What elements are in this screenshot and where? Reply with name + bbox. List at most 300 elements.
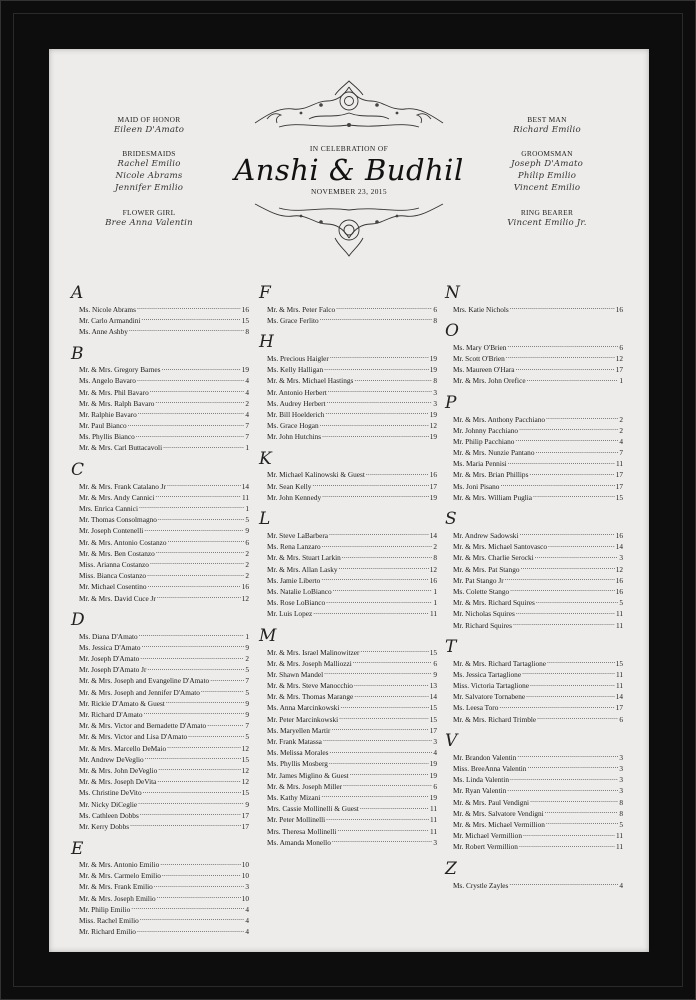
guest-entry — [267, 691, 437, 702]
guest-name: Ms. Colette Stango — [453, 586, 510, 596]
guest-entry — [267, 713, 437, 724]
guest-name: Ms. Angelo Bavaro — [79, 376, 136, 386]
guest-entry — [453, 841, 623, 852]
guest-entry — [453, 303, 623, 314]
dot-leader — [533, 491, 615, 500]
dot-leader — [354, 680, 429, 689]
guest-name: Ms. Jessica D'Amato — [79, 642, 141, 652]
table-number: 15 — [429, 714, 437, 724]
section-letter: S — [445, 509, 457, 530]
guest-name: Miss. Bianca Costanzo — [79, 571, 147, 581]
table-number: 15 — [241, 788, 249, 798]
guest-name: Mr. & Mrs. Frank Catalano Jr — [79, 481, 166, 491]
section-letter: E — [71, 838, 84, 859]
table-number: 12 — [241, 777, 249, 787]
section-letter: T — [445, 637, 457, 658]
guest-entry — [453, 691, 623, 702]
letter-group — [445, 509, 623, 630]
guest-name: Mrs. Cassie Mollinelli & Guest — [267, 804, 359, 814]
table-number: 6 — [619, 714, 623, 724]
dot-leader — [139, 502, 244, 511]
dot-leader — [546, 413, 618, 422]
table-number: 12 — [429, 421, 437, 431]
table-number: 5 — [619, 819, 623, 829]
guest-name: Mr. Michael Cosentino — [79, 582, 147, 592]
guest-entry — [79, 892, 249, 903]
wedding-party-left — [74, 107, 224, 229]
section-letter: N — [445, 283, 460, 303]
guest-name: Mr. & Mrs. Brian Phillips — [453, 470, 529, 480]
guest-name: Ms. Kathy Mizani — [267, 792, 321, 802]
table-number: 19 — [429, 353, 437, 363]
guest-name: Mr. & Mrs. Victor and Bernadette D'Amato — [79, 721, 207, 731]
guest-name: Mr. Sean Kelly — [267, 481, 312, 491]
guest-name: Mr. Philip Pacchiano — [453, 436, 515, 446]
guest-entry — [267, 552, 437, 563]
dot-leader — [328, 386, 433, 395]
dot-leader — [529, 469, 614, 478]
dot-leader — [519, 424, 618, 433]
dot-leader — [155, 397, 244, 406]
table-number: 16 — [615, 575, 623, 585]
guest-entry — [267, 469, 437, 480]
dot-leader — [510, 303, 615, 312]
guest-entry — [267, 668, 437, 679]
guest-entry — [79, 581, 249, 592]
guest-name: Ms. Anna Marcinkowski — [267, 703, 340, 713]
guest-entry — [453, 552, 623, 563]
guest-name: Ms. Grace Ferlito — [267, 315, 319, 325]
table-number: 5 — [619, 598, 623, 608]
dot-leader — [337, 825, 429, 834]
guest-name: Mrs. Katie Nichols — [453, 304, 509, 314]
couple-names: Anshi & Budhil — [234, 153, 464, 187]
guest-entry — [79, 314, 249, 325]
dot-leader — [354, 375, 432, 384]
table-number: 2 — [433, 542, 437, 552]
dot-leader — [536, 597, 618, 606]
guest-name: Mr. & Mrs. Nunzie Pantano — [453, 448, 535, 458]
dot-leader — [157, 592, 241, 601]
guest-name: Mr. Andrew DeVeglio — [79, 754, 144, 764]
table-number: 12 — [241, 765, 249, 775]
table-number: 4 — [245, 927, 249, 937]
guest-name: Ms. Phyllis Mosberg — [267, 759, 328, 769]
table-number: 11 — [429, 815, 437, 825]
table-number: 11 — [429, 804, 437, 814]
bottom-flourish-ornament — [249, 200, 449, 258]
guest-entry — [79, 641, 249, 652]
dot-leader — [140, 653, 244, 662]
guest-entry — [79, 325, 249, 336]
section-letter: A — [71, 283, 84, 303]
guest-entry — [453, 364, 623, 375]
dot-leader — [138, 408, 245, 417]
table-number: 3 — [433, 737, 437, 747]
guest-name: Ms. Grace Hogan — [267, 421, 319, 431]
guest-name: Mr. Michael Kalinowski & Guest — [267, 470, 365, 480]
guest-name: Ms. Leesa Toro — [453, 703, 499, 713]
chart-header — [49, 49, 649, 279]
table-number: 12 — [429, 564, 437, 574]
guest-name: Ms. Jamie Liberto — [267, 575, 321, 585]
dot-leader — [519, 529, 614, 538]
dot-leader — [163, 442, 244, 451]
maid-of-honor-heading: MAID OF HONOR — [117, 115, 181, 124]
groomsman-name: Joseph D'Amato — [510, 159, 584, 169]
dot-leader — [145, 753, 241, 762]
table-number: 14 — [429, 531, 437, 541]
guest-name: Mr. & Mrs. Richard Trimble — [453, 714, 537, 724]
table-number: 1 — [245, 504, 249, 514]
guest-entry — [267, 431, 437, 442]
letter-group — [71, 283, 249, 337]
dot-leader — [354, 691, 429, 700]
dot-leader — [313, 608, 429, 617]
table-number: 11 — [615, 681, 623, 691]
dot-leader — [329, 529, 429, 538]
guest-column-3 — [445, 283, 623, 899]
guest-entry — [267, 375, 437, 386]
dot-leader — [339, 563, 429, 572]
table-number: 19 — [429, 770, 437, 780]
guest-entry — [79, 502, 249, 513]
dot-leader — [326, 814, 429, 823]
table-number: 4 — [619, 436, 623, 446]
letter-group — [445, 637, 623, 724]
guest-entry — [453, 341, 623, 352]
guest-entry — [453, 413, 623, 424]
dot-leader — [340, 702, 428, 711]
guest-entry — [453, 818, 623, 829]
guest-entry — [453, 435, 623, 446]
table-number: 16 — [615, 531, 623, 541]
dot-leader — [142, 641, 245, 650]
guest-name: Mr. Salvatore Tornabene — [453, 692, 526, 702]
table-number: 9 — [245, 642, 249, 652]
guest-name: Mr. & Mrs. Victor and Lisa D'Amato — [79, 732, 188, 742]
guest-entry — [79, 480, 249, 491]
section-letter: P — [445, 392, 457, 413]
best-man-heading: BEST MAN — [527, 115, 567, 124]
table-number: 19 — [429, 365, 437, 375]
table-number: 7 — [245, 721, 249, 731]
guest-name: Mr. Ryan Valentin — [453, 786, 507, 796]
table-number: 11 — [429, 826, 437, 836]
dot-leader — [332, 836, 432, 845]
guest-name: Ms. Maria Pennisi — [453, 459, 507, 469]
guest-name: Mr. & Mrs. John DeVeglio — [79, 765, 158, 775]
dot-leader — [139, 630, 245, 639]
guest-entry — [453, 541, 623, 552]
table-number: 9 — [245, 710, 249, 720]
section-letter: M — [259, 625, 277, 646]
guest-entry — [453, 469, 623, 480]
table-number: 15 — [241, 315, 249, 325]
guest-name: Ms. Amanda Monello — [267, 837, 331, 847]
guest-name: Miss. Victoria Tartaglione — [453, 681, 529, 691]
bridesmaids-heading: BRIDESMAIDS — [122, 149, 176, 158]
dot-leader — [360, 803, 429, 812]
guest-name: Ms. Kelly Halligan — [267, 365, 324, 375]
section-letter: D — [71, 610, 85, 631]
dot-leader — [510, 774, 618, 783]
table-number: 6 — [245, 537, 249, 547]
guest-entry — [267, 529, 437, 540]
dot-leader — [166, 697, 245, 706]
table-number: 19 — [429, 492, 437, 502]
guest-entry — [453, 619, 623, 630]
guest-entry — [79, 809, 249, 820]
table-number: 11 — [615, 831, 623, 841]
guest-entry — [79, 664, 249, 675]
dot-leader — [322, 431, 429, 440]
letter-group — [259, 332, 437, 442]
guest-name: Ms. Cathleen Dobbs — [79, 810, 139, 820]
guest-name: Mr. & Mrs. Ben Costanzo — [79, 548, 155, 558]
guest-name: Mr. & Mrs. Michael Vermillion — [453, 819, 545, 829]
guest-entry — [79, 720, 249, 731]
guest-list — [49, 285, 649, 945]
top-flourish-ornament — [249, 79, 449, 141]
table-number: 4 — [245, 376, 249, 386]
section-letter: O — [445, 321, 459, 342]
guest-entry — [453, 529, 623, 540]
letter-group — [71, 460, 249, 603]
guest-name: Mr. & Mrs. Joseph and Jennifer D'Amato — [79, 687, 200, 697]
guest-name: Miss. Rachel Emilio — [79, 916, 139, 926]
guest-name: Ms. Mary O'Brien — [453, 342, 507, 352]
table-number: 2 — [245, 559, 249, 569]
table-number: 17 — [615, 365, 623, 375]
dot-leader — [188, 731, 244, 740]
bridesmaid-name: Rachel Emilio — [117, 159, 181, 169]
guest-name: Mr. & Mrs. Anthony Pacchiano — [453, 414, 546, 424]
dot-leader — [516, 364, 615, 373]
guest-entry — [79, 764, 249, 775]
table-number: 9 — [433, 669, 437, 679]
guest-name: Mr. Michael Vermillion — [453, 831, 522, 841]
guest-name: Mr. Shawn Mandel — [267, 669, 324, 679]
table-number: 2 — [245, 548, 249, 558]
dot-leader — [336, 303, 432, 312]
guest-entry — [453, 668, 623, 679]
dot-leader — [140, 914, 245, 923]
table-number: 9 — [245, 698, 249, 708]
best-man-name: Richard Emilio — [513, 125, 581, 135]
guest-name: Mr. & Mrs. Antonio Costanzo — [79, 537, 167, 547]
table-number: 16 — [615, 304, 623, 314]
table-number: 17 — [615, 470, 623, 480]
guest-entry — [453, 657, 623, 668]
guest-entry — [79, 558, 249, 569]
table-number: 6 — [433, 658, 437, 668]
guest-entry — [267, 364, 437, 375]
guest-entry — [267, 814, 437, 825]
guest-entry — [453, 458, 623, 469]
dot-leader — [333, 585, 433, 594]
table-number: 4 — [245, 409, 249, 419]
guest-name: Mr. & Mrs. William Puglia — [453, 492, 533, 502]
dot-leader — [350, 769, 429, 778]
guest-entry — [79, 570, 249, 581]
table-number: 2 — [619, 414, 623, 424]
dot-leader — [320, 314, 433, 323]
table-number: 3 — [619, 752, 623, 762]
dot-leader — [330, 352, 429, 361]
section-letter: Z — [445, 858, 457, 879]
table-number: 5 — [245, 732, 249, 742]
table-number: 6 — [433, 781, 437, 791]
dot-leader — [509, 879, 618, 888]
guest-name: Ms. Joni Pisano — [453, 481, 500, 491]
guest-entry — [79, 364, 249, 375]
guest-entry — [453, 424, 623, 435]
table-number: 6 — [619, 342, 623, 352]
dot-leader — [515, 435, 618, 444]
guest-entry — [453, 680, 623, 691]
dot-leader — [537, 713, 618, 722]
bridesmaid-name: Jennifer Emilio — [114, 183, 184, 193]
table-number: 10 — [241, 871, 249, 881]
dot-leader — [510, 585, 615, 594]
dot-leader — [360, 646, 428, 655]
guest-entry — [453, 713, 623, 724]
guest-entry — [79, 420, 249, 431]
dot-leader — [343, 780, 432, 789]
dot-leader — [548, 541, 615, 550]
guest-entry — [79, 375, 249, 386]
seating-chart-paper — [49, 49, 649, 952]
guest-name: Mr. & Mrs. Charlie Serocki — [453, 553, 534, 563]
guest-entry — [267, 724, 437, 735]
dot-leader — [167, 480, 241, 489]
guest-entry — [79, 881, 249, 892]
table-number: 7 — [619, 448, 623, 458]
guest-name: Mr. Nicholas Squires — [453, 609, 515, 619]
guest-entry — [453, 608, 623, 619]
guest-name: Mr. & Mrs. Marcello DeMaio — [79, 743, 167, 753]
guest-name: Mr. James Miglino & Guest — [267, 770, 349, 780]
dot-leader — [339, 713, 429, 722]
table-number: 4 — [245, 387, 249, 397]
dot-leader — [535, 552, 619, 561]
dot-leader — [156, 547, 245, 556]
guest-entry — [267, 680, 437, 691]
table-number: 4 — [245, 904, 249, 914]
dot-leader — [527, 762, 618, 771]
dot-leader — [147, 664, 244, 673]
table-number: 9 — [245, 526, 249, 536]
guest-entry — [453, 702, 623, 713]
guest-column-2 — [259, 283, 437, 856]
guest-name: Mr. Richard D'Amato — [79, 710, 143, 720]
table-number: 3 — [619, 786, 623, 796]
table-number: 17 — [241, 810, 249, 820]
dot-leader — [530, 680, 615, 689]
letter-group — [259, 448, 437, 503]
bridesmaid-name: Nicole Abrams — [115, 171, 183, 181]
guest-entry — [267, 608, 437, 619]
guest-entry — [79, 903, 249, 914]
dot-leader — [155, 491, 241, 500]
guest-entry — [267, 825, 437, 836]
guest-entry — [267, 491, 437, 502]
dot-leader — [329, 758, 429, 767]
guest-entry — [79, 731, 249, 742]
guest-entry — [79, 798, 249, 809]
dot-leader — [320, 420, 429, 429]
guest-entry — [79, 708, 249, 719]
guest-name: Mr. & Mrs. Phil Bavaro — [79, 387, 149, 397]
dot-leader — [523, 830, 615, 839]
dot-leader — [353, 657, 433, 666]
table-number: 3 — [433, 398, 437, 408]
guest-name: Mr. & Mrs. Joseph Miller — [267, 781, 342, 791]
guest-name: Mrs. Theresa Mollinelli — [267, 826, 337, 836]
guest-name: Ms. Nicole Abrams — [79, 304, 136, 314]
guest-name: Mr. & Mrs. Pat Stango — [453, 564, 520, 574]
guest-name: Ms. Jessica Tartaglione — [453, 669, 522, 679]
guest-entry — [267, 541, 437, 552]
table-number: 5 — [245, 515, 249, 525]
dot-leader — [342, 552, 433, 561]
guest-entry — [79, 859, 249, 870]
section-letter: F — [259, 283, 271, 303]
guest-name: Mr. & Mrs. Andy Cannici — [79, 492, 155, 502]
guest-entry — [79, 753, 249, 764]
guest-name: Mr. Andrew Sadowski — [453, 531, 519, 541]
table-number: 11 — [615, 842, 623, 852]
guest-name: Mr. Brandon Valentin — [453, 752, 517, 762]
guest-entry — [453, 751, 623, 762]
guest-name: Mr. Richard Emilio — [79, 927, 136, 937]
guest-name: Mr. John Hutchins — [267, 432, 322, 442]
dot-leader — [158, 514, 244, 523]
guest-entry — [453, 585, 623, 596]
table-number: 16 — [429, 470, 437, 480]
table-number: 11 — [615, 669, 623, 679]
table-number: 7 — [245, 432, 249, 442]
guest-name: Mr. & Mrs. Israel Malinowitzer — [267, 647, 360, 657]
table-number: 9 — [245, 799, 249, 809]
table-number: 3 — [433, 387, 437, 397]
dot-leader — [167, 742, 241, 751]
guest-name: Ms. Precious Haigler — [267, 353, 329, 363]
dot-leader — [144, 525, 244, 534]
guest-name: Mr. Nicky DiCeglie — [79, 799, 138, 809]
table-number: 10 — [241, 893, 249, 903]
table-number: 19 — [429, 432, 437, 442]
table-number: 19 — [429, 792, 437, 802]
guest-entry — [79, 592, 249, 603]
dot-leader — [507, 785, 618, 794]
guest-entry — [79, 386, 249, 397]
table-number: 8 — [619, 797, 623, 807]
guest-name: Mr. Joseph D'Amato Jr — [79, 665, 147, 675]
dot-leader — [507, 341, 618, 350]
guest-name: Mr. Joseph D'Amato — [79, 654, 140, 664]
dot-leader — [140, 809, 241, 818]
table-number: 3 — [619, 775, 623, 785]
table-number: 16 — [429, 575, 437, 585]
dot-leader — [324, 668, 432, 677]
dot-leader — [136, 431, 245, 440]
guest-entry — [267, 803, 437, 814]
dot-leader — [157, 776, 240, 785]
guest-entry — [267, 702, 437, 713]
table-number: 17 — [429, 725, 437, 735]
